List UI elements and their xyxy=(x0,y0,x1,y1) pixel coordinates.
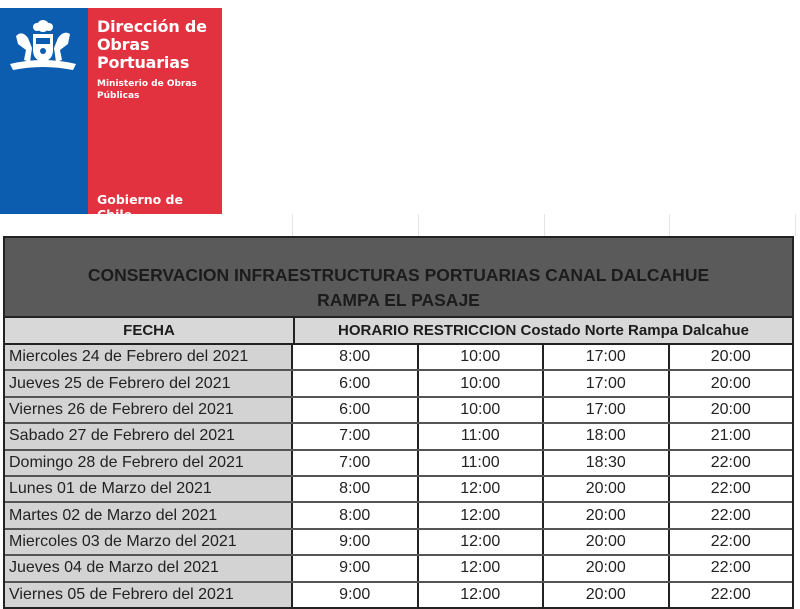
time-cell: 20:00 xyxy=(544,503,670,527)
table-row xyxy=(5,583,792,607)
header-schedule: HORARIO RESTRICCION Costado Norte Rampa Dalcahue xyxy=(338,322,749,339)
table-header-row xyxy=(5,318,792,345)
time-cell: 21:00 xyxy=(670,424,793,448)
time-cell: 10:00 xyxy=(419,371,545,395)
ministry-line: Públicas xyxy=(97,91,140,101)
date-cell: Jueves 25 de Febrero del 2021 xyxy=(5,371,293,395)
time-cell: 7:00 xyxy=(293,451,419,475)
government-label: Gobierno de Chile xyxy=(97,192,183,222)
table-row xyxy=(5,477,792,503)
date-cell: Martes 02 de Marzo del 2021 xyxy=(5,503,293,527)
time-cell: 20:00 xyxy=(670,345,793,369)
time-cell: 11:00 xyxy=(419,424,545,448)
time-cell: 7:00 xyxy=(293,424,419,448)
ministry-name xyxy=(97,78,197,102)
time-cell: 20:00 xyxy=(544,556,670,580)
time-cell: 9:00 xyxy=(293,556,419,580)
ministry-line: Ministerio de Obras xyxy=(97,79,197,89)
time-cell: 22:00 xyxy=(670,583,793,607)
time-cell: 11:00 xyxy=(419,451,545,475)
time-cell: 22:00 xyxy=(670,477,793,501)
table-row xyxy=(5,556,792,582)
time-cell: 8:00 xyxy=(293,503,419,527)
time-cell: 17:00 xyxy=(544,371,670,395)
restriction-schedule-table xyxy=(3,236,794,609)
table-row xyxy=(5,398,792,424)
org-name xyxy=(97,18,207,72)
time-cell: 6:00 xyxy=(293,371,419,395)
time-cell: 8:00 xyxy=(293,477,419,501)
date-cell: Lunes 01 de Marzo del 2021 xyxy=(5,477,293,501)
date-cell: Viernes 05 de Febrero del 2021 xyxy=(5,583,293,607)
logo-red-panel xyxy=(88,8,222,222)
table-row xyxy=(5,345,792,371)
time-cell: 12:00 xyxy=(419,556,545,580)
time-cell: 18:30 xyxy=(544,451,670,475)
date-cell: Miercoles 24 de Febrero del 2021 xyxy=(5,345,293,369)
table-row xyxy=(5,530,792,556)
time-cell: 20:00 xyxy=(544,530,670,554)
time-cell: 12:00 xyxy=(419,530,545,554)
time-cell: 22:00 xyxy=(670,530,793,554)
time-cell: 12:00 xyxy=(419,477,545,501)
time-cell: 10:00 xyxy=(419,398,545,422)
table-title xyxy=(5,238,792,318)
time-cell: 22:00 xyxy=(670,451,793,475)
time-cell: 18:00 xyxy=(544,424,670,448)
org-name-line: Portuarias xyxy=(97,53,190,72)
time-cell: 22:00 xyxy=(670,556,793,580)
time-cell: 20:00 xyxy=(544,583,670,607)
date-cell: Sabado 27 de Febrero del 2021 xyxy=(5,424,293,448)
time-cell: 9:00 xyxy=(293,530,419,554)
table-row xyxy=(5,424,792,450)
date-cell: Domingo 28 de Febrero del 2021 xyxy=(5,451,293,475)
time-cell: 12:00 xyxy=(419,503,545,527)
time-cell: 20:00 xyxy=(670,398,793,422)
table-row xyxy=(5,451,792,477)
time-cell: 9:00 xyxy=(293,583,419,607)
table-body xyxy=(5,345,792,607)
dop-logo xyxy=(0,8,222,222)
date-cell: Miercoles 03 de Marzo del 2021 xyxy=(5,530,293,554)
time-cell: 8:00 xyxy=(293,345,419,369)
time-cell: 10:00 xyxy=(419,345,545,369)
logo-blue-panel xyxy=(0,8,88,214)
table-title-line1: CONSERVACION INFRAESTRUCTURAS PORTUARIAS CANAL DALCAHUE xyxy=(87,265,710,285)
chile-coat-of-arms-icon xyxy=(6,18,80,78)
date-cell: Viernes 26 de Febrero del 2021 xyxy=(5,398,293,422)
time-cell: 12:00 xyxy=(419,583,545,607)
time-cell: 22:00 xyxy=(670,503,793,527)
time-cell: 17:00 xyxy=(544,398,670,422)
table-title-line2: RAMPA EL PASAJE xyxy=(317,290,480,310)
table-row xyxy=(5,371,792,397)
time-cell: 20:00 xyxy=(670,371,793,395)
org-name-line: Obras xyxy=(97,35,150,54)
org-name-line: Dirección de xyxy=(97,17,207,36)
table-row xyxy=(5,503,792,529)
date-cell: Jueves 04 de Marzo del 2021 xyxy=(5,556,293,580)
header-date: FECHA xyxy=(5,318,295,343)
time-cell: 17:00 xyxy=(544,345,670,369)
time-cell: 20:00 xyxy=(544,477,670,501)
time-cell: 6:00 xyxy=(293,398,419,422)
